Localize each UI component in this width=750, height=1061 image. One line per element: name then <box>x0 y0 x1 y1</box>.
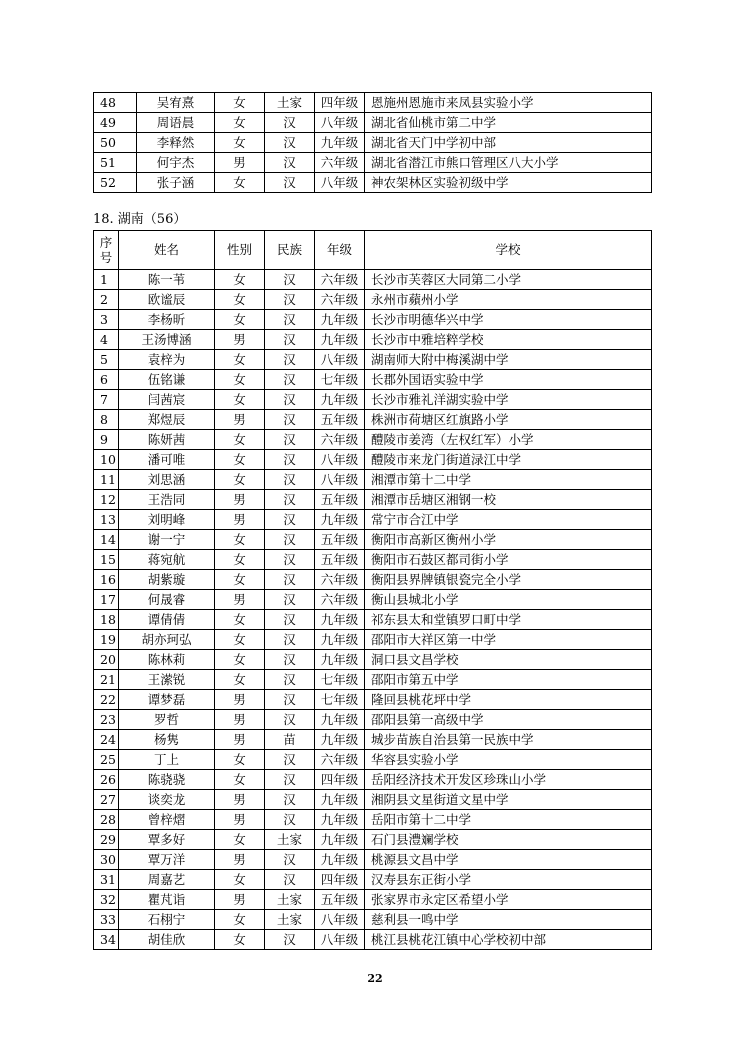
table-row <box>94 93 652 113</box>
cell-name: 伍铭谦 <box>119 370 215 390</box>
cell-name: 陈骁骁 <box>119 770 215 790</box>
cell-name: 石栩宁 <box>119 910 215 930</box>
cell-school: 桃源县文昌中学 <box>365 850 652 870</box>
cell-gender: 女 <box>215 750 265 770</box>
cell-gender: 女 <box>215 113 265 133</box>
page-number: 22 <box>367 972 383 985</box>
cell-gender: 男 <box>215 890 265 910</box>
cell-number: 23 <box>94 710 119 730</box>
cell-number: 30 <box>94 850 119 870</box>
cell-gender: 女 <box>215 530 265 550</box>
cell-ethnicity: 汉 <box>265 550 315 570</box>
table-row <box>94 450 652 470</box>
cell-name: 张子涵 <box>137 173 215 193</box>
cell-school: 醴陵市来龙门街道渌江中学 <box>365 450 652 470</box>
cell-number: 27 <box>94 790 119 810</box>
table-row <box>94 490 652 510</box>
cell-name: 潘可唯 <box>119 450 215 470</box>
cell-name: 周嘉艺 <box>119 870 215 890</box>
cell-school: 醴陵市姜湾（左权红军）小学 <box>365 430 652 450</box>
cell-ethnicity: 汉 <box>265 710 315 730</box>
cell-name: 陈林莉 <box>119 650 215 670</box>
cell-school: 长沙市中雅培粹学校 <box>365 330 652 350</box>
cell-name: 胡亦珂弘 <box>119 630 215 650</box>
header-school: 学校 <box>365 231 652 270</box>
cell-ethnicity: 汉 <box>265 430 315 450</box>
cell-gender: 女 <box>215 290 265 310</box>
cell-name: 郑煜辰 <box>119 410 215 430</box>
hunan-table-body <box>94 270 652 950</box>
cell-gender: 女 <box>215 870 265 890</box>
cell-ethnicity: 汉 <box>265 810 315 830</box>
cell-school: 城步苗族自治县第一民族中学 <box>365 730 652 750</box>
table-row <box>94 650 652 670</box>
table-row <box>94 730 652 750</box>
cell-number: 2 <box>94 290 119 310</box>
cell-grade: 九年级 <box>315 610 365 630</box>
table-row <box>94 870 652 890</box>
cell-name: 覃多好 <box>119 830 215 850</box>
header-seq <box>94 231 119 270</box>
cell-gender: 女 <box>215 310 265 330</box>
cell-number: 3 <box>94 310 119 330</box>
cell-school: 隆回县桃花坪中学 <box>365 690 652 710</box>
cell-gender: 女 <box>215 650 265 670</box>
header-name: 姓名 <box>119 231 215 270</box>
cell-grade: 八年级 <box>315 113 365 133</box>
cell-gender: 女 <box>215 350 265 370</box>
cell-ethnicity: 汉 <box>265 750 315 770</box>
cell-number: 28 <box>94 810 119 830</box>
cell-gender: 男 <box>215 730 265 750</box>
cell-school: 岳阳市第十二中学 <box>365 810 652 830</box>
table-row <box>94 630 652 650</box>
cell-name: 胡紫璇 <box>119 570 215 590</box>
cell-ethnicity: 汉 <box>265 670 315 690</box>
cell-name: 王浩同 <box>119 490 215 510</box>
cell-name: 王汤博涵 <box>119 330 215 350</box>
cell-school: 邵阳市大祥区第一中学 <box>365 630 652 650</box>
cell-school: 衡阳县界牌镇银瓷完全小学 <box>365 570 652 590</box>
table-row <box>94 350 652 370</box>
cell-grade: 八年级 <box>315 910 365 930</box>
cell-grade: 六年级 <box>315 270 365 290</box>
cell-school: 湖北省天门中学初中部 <box>365 133 652 153</box>
cell-grade: 九年级 <box>315 133 365 153</box>
cell-ethnicity: 汉 <box>265 370 315 390</box>
cell-number: 49 <box>94 113 137 133</box>
cell-name: 曾梓熠 <box>119 810 215 830</box>
cell-ethnicity: 汉 <box>265 630 315 650</box>
table-row <box>94 410 652 430</box>
cell-number: 13 <box>94 510 119 530</box>
cell-number: 10 <box>94 450 119 470</box>
cell-grade: 九年级 <box>315 390 365 410</box>
header-ethnicity: 民族 <box>265 231 315 270</box>
cell-grade: 六年级 <box>315 430 365 450</box>
cell-school: 湘潭市第十二中学 <box>365 470 652 490</box>
table-row <box>94 610 652 630</box>
table-row <box>94 270 652 290</box>
cell-number: 11 <box>94 470 119 490</box>
cell-ethnicity: 苗 <box>265 730 315 750</box>
cell-grade: 六年级 <box>315 290 365 310</box>
cell-school: 湖北省仙桃市第二中学 <box>365 113 652 133</box>
cell-ethnicity: 汉 <box>265 610 315 630</box>
cell-number: 4 <box>94 330 119 350</box>
table-row <box>94 530 652 550</box>
cell-gender: 女 <box>215 430 265 450</box>
cell-ethnicity: 汉 <box>265 490 315 510</box>
continued-table-body <box>94 93 652 193</box>
cell-number: 5 <box>94 350 119 370</box>
cell-school: 慈利县一鸣中学 <box>365 910 652 930</box>
cell-number: 12 <box>94 490 119 510</box>
cell-gender: 女 <box>215 370 265 390</box>
cell-name: 谈奕龙 <box>119 790 215 810</box>
cell-grade: 五年级 <box>315 530 365 550</box>
cell-school: 衡阳市石鼓区都司街小学 <box>365 550 652 570</box>
cell-name: 周语晨 <box>137 113 215 133</box>
cell-gender: 女 <box>215 470 265 490</box>
cell-number: 16 <box>94 570 119 590</box>
cell-number: 22 <box>94 690 119 710</box>
cell-gender: 女 <box>215 670 265 690</box>
cell-number: 29 <box>94 830 119 850</box>
cell-school: 神农架林区实验初级中学 <box>365 173 652 193</box>
cell-name: 刘思涵 <box>119 470 215 490</box>
cell-grade: 八年级 <box>315 470 365 490</box>
cell-name: 欧谧辰 <box>119 290 215 310</box>
cell-grade: 六年级 <box>315 570 365 590</box>
cell-ethnicity: 汉 <box>265 770 315 790</box>
continued-student-table <box>93 92 652 193</box>
cell-grade: 九年级 <box>315 650 365 670</box>
cell-gender: 男 <box>215 850 265 870</box>
cell-school: 邵阳县第一高级中学 <box>365 710 652 730</box>
cell-name: 吴宥熹 <box>137 93 215 113</box>
table-header <box>94 231 652 270</box>
cell-ethnicity: 汉 <box>265 133 315 153</box>
cell-school: 华容县实验小学 <box>365 750 652 770</box>
cell-school: 常宁市合江中学 <box>365 510 652 530</box>
cell-name: 蒋宛航 <box>119 550 215 570</box>
cell-grade: 五年级 <box>315 890 365 910</box>
cell-name: 杨隽 <box>119 730 215 750</box>
cell-number: 21 <box>94 670 119 690</box>
cell-grade: 六年级 <box>315 153 365 173</box>
header-seq-line1: 序 <box>99 235 113 250</box>
cell-number: 26 <box>94 770 119 790</box>
cell-grade: 六年级 <box>315 590 365 610</box>
cell-name: 闫茜宸 <box>119 390 215 410</box>
table-row <box>94 830 652 850</box>
cell-grade: 七年级 <box>315 670 365 690</box>
cell-school: 洞口县文昌学校 <box>365 650 652 670</box>
cell-ethnicity: 汉 <box>265 590 315 610</box>
cell-school: 汉寿县东正街小学 <box>365 870 652 890</box>
cell-grade: 九年级 <box>315 790 365 810</box>
cell-grade: 四年级 <box>315 770 365 790</box>
cell-grade: 七年级 <box>315 690 365 710</box>
cell-grade: 六年级 <box>315 750 365 770</box>
cell-school: 湘潭市岳塘区湘钢一校 <box>365 490 652 510</box>
cell-grade: 九年级 <box>315 510 365 530</box>
cell-gender: 男 <box>215 153 265 173</box>
cell-ethnicity: 汉 <box>265 690 315 710</box>
cell-ethnicity: 汉 <box>265 330 315 350</box>
table-row <box>94 310 652 330</box>
cell-ethnicity: 汉 <box>265 390 315 410</box>
cell-school: 岳阳经济技术开发区珍珠山小学 <box>365 770 652 790</box>
cell-number: 31 <box>94 870 119 890</box>
table-row <box>94 510 652 530</box>
table-row <box>94 810 652 830</box>
cell-name: 瞿芃诣 <box>119 890 215 910</box>
cell-gender: 女 <box>215 610 265 630</box>
cell-school: 石门县澧斓学校 <box>365 830 652 850</box>
section-title: 18. 湖南（56） <box>93 212 187 227</box>
cell-gender: 男 <box>215 510 265 530</box>
table-row <box>94 770 652 790</box>
cell-ethnicity: 土家 <box>265 93 315 113</box>
cell-name: 覃万洋 <box>119 850 215 870</box>
cell-ethnicity: 土家 <box>265 830 315 850</box>
cell-school: 恩施州恩施市来凤县实验小学 <box>365 93 652 113</box>
cell-ethnicity: 土家 <box>265 910 315 930</box>
cell-ethnicity: 汉 <box>265 153 315 173</box>
cell-gender: 男 <box>215 490 265 510</box>
cell-school: 长沙市雅礼洋湖实验中学 <box>365 390 652 410</box>
cell-name: 李杨昕 <box>119 310 215 330</box>
cell-name: 何晟睿 <box>119 590 215 610</box>
cell-number: 20 <box>94 650 119 670</box>
cell-gender: 女 <box>215 830 265 850</box>
cell-ethnicity: 汉 <box>265 410 315 430</box>
cell-ethnicity: 汉 <box>265 650 315 670</box>
cell-number: 50 <box>94 133 137 153</box>
cell-number: 8 <box>94 410 119 430</box>
cell-school: 长郡外国语实验中学 <box>365 370 652 390</box>
cell-name: 王潆锐 <box>119 670 215 690</box>
cell-ethnicity: 汉 <box>265 870 315 890</box>
cell-school: 长沙市明德华兴中学 <box>365 310 652 330</box>
cell-ethnicity: 汉 <box>265 510 315 530</box>
cell-school: 邵阳市第五中学 <box>365 670 652 690</box>
cell-grade: 九年级 <box>315 850 365 870</box>
cell-gender: 女 <box>215 390 265 410</box>
cell-number: 24 <box>94 730 119 750</box>
table-row <box>94 710 652 730</box>
cell-gender: 女 <box>215 93 265 113</box>
cell-gender: 女 <box>215 133 265 153</box>
table-row <box>94 930 652 950</box>
table-row <box>94 153 652 173</box>
cell-ethnicity: 汉 <box>265 470 315 490</box>
cell-number: 17 <box>94 590 119 610</box>
cell-gender: 女 <box>215 173 265 193</box>
table-row <box>94 133 652 153</box>
cell-number: 25 <box>94 750 119 770</box>
cell-number: 1 <box>94 270 119 290</box>
cell-number: 33 <box>94 910 119 930</box>
cell-school: 湖北省潜江市熊口管理区八大小学 <box>365 153 652 173</box>
cell-gender: 女 <box>215 930 265 950</box>
cell-gender: 女 <box>215 770 265 790</box>
cell-name: 丁上 <box>119 750 215 770</box>
cell-grade: 九年级 <box>315 330 365 350</box>
cell-name: 陈一苇 <box>119 270 215 290</box>
cell-ethnicity: 汉 <box>265 310 315 330</box>
cell-number: 15 <box>94 550 119 570</box>
cell-name: 袁梓为 <box>119 350 215 370</box>
cell-school: 长沙市芙蓉区大同第二小学 <box>365 270 652 290</box>
table-row <box>94 330 652 350</box>
cell-ethnicity: 汉 <box>265 850 315 870</box>
cell-grade: 九年级 <box>315 830 365 850</box>
cell-gender: 男 <box>215 690 265 710</box>
table-row <box>94 390 652 410</box>
cell-grade: 八年级 <box>315 450 365 470</box>
header-gender: 性别 <box>215 231 265 270</box>
table-row <box>94 173 652 193</box>
cell-gender: 女 <box>215 910 265 930</box>
cell-school: 湖南师大附中梅溪湖中学 <box>365 350 652 370</box>
table-row <box>94 370 652 390</box>
cell-grade: 九年级 <box>315 730 365 750</box>
cell-school: 桃江县桃花江镇中心学校初中部 <box>365 930 652 950</box>
cell-grade: 九年级 <box>315 710 365 730</box>
cell-gender: 女 <box>215 550 265 570</box>
cell-grade: 八年级 <box>315 350 365 370</box>
cell-school: 永州市蘋州小学 <box>365 290 652 310</box>
cell-gender: 女 <box>215 570 265 590</box>
cell-ethnicity: 汉 <box>265 450 315 470</box>
cell-grade: 四年级 <box>315 93 365 113</box>
cell-grade: 五年级 <box>315 490 365 510</box>
cell-gender: 女 <box>215 630 265 650</box>
cell-gender: 男 <box>215 410 265 430</box>
table-row <box>94 910 652 930</box>
cell-ethnicity: 汉 <box>265 570 315 590</box>
table-row <box>94 750 652 770</box>
cell-name: 李释然 <box>137 133 215 153</box>
header-grade: 年级 <box>315 231 365 270</box>
cell-grade: 九年级 <box>315 810 365 830</box>
cell-name: 谢一宁 <box>119 530 215 550</box>
cell-ethnicity: 汉 <box>265 930 315 950</box>
cell-gender: 男 <box>215 590 265 610</box>
table-row <box>94 470 652 490</box>
header-row <box>94 231 652 270</box>
cell-name: 谭倩倩 <box>119 610 215 630</box>
cell-name: 罗哲 <box>119 710 215 730</box>
cell-number: 6 <box>94 370 119 390</box>
table-row <box>94 590 652 610</box>
cell-school: 湘阴县文星街道文星中学 <box>365 790 652 810</box>
cell-name: 谭梦磊 <box>119 690 215 710</box>
table-row <box>94 670 652 690</box>
cell-ethnicity: 土家 <box>265 890 315 910</box>
cell-gender: 男 <box>215 710 265 730</box>
cell-grade: 四年级 <box>315 870 365 890</box>
cell-ethnicity: 汉 <box>265 790 315 810</box>
cell-name: 陈妍茜 <box>119 430 215 450</box>
cell-number: 7 <box>94 390 119 410</box>
cell-school: 衡阳市高新区衡州小学 <box>365 530 652 550</box>
cell-school: 株洲市荷塘区红旗路小学 <box>365 410 652 430</box>
header-seq-line2: 号 <box>99 250 113 265</box>
table-row <box>94 690 652 710</box>
cell-grade: 九年级 <box>315 630 365 650</box>
table-row <box>94 570 652 590</box>
cell-ethnicity: 汉 <box>265 530 315 550</box>
cell-school: 祁东县太和堂镇罗口町中学 <box>365 610 652 630</box>
cell-school: 衡山县城北小学 <box>365 590 652 610</box>
cell-grade: 八年级 <box>315 173 365 193</box>
cell-number: 19 <box>94 630 119 650</box>
cell-name: 何宇杰 <box>137 153 215 173</box>
cell-number: 14 <box>94 530 119 550</box>
cell-gender: 男 <box>215 790 265 810</box>
table-row <box>94 113 652 133</box>
cell-number: 32 <box>94 890 119 910</box>
cell-number: 18 <box>94 610 119 630</box>
table-row <box>94 550 652 570</box>
cell-ethnicity: 汉 <box>265 270 315 290</box>
cell-ethnicity: 汉 <box>265 350 315 370</box>
cell-ethnicity: 汉 <box>265 113 315 133</box>
table-row <box>94 290 652 310</box>
cell-number: 51 <box>94 153 137 173</box>
cell-gender: 女 <box>215 450 265 470</box>
table-row <box>94 430 652 450</box>
table-row <box>94 790 652 810</box>
cell-grade: 九年级 <box>315 310 365 330</box>
cell-grade: 五年级 <box>315 410 365 430</box>
cell-gender: 男 <box>215 330 265 350</box>
hunan-student-table <box>93 230 652 950</box>
cell-ethnicity: 汉 <box>265 173 315 193</box>
cell-number: 34 <box>94 930 119 950</box>
cell-name: 胡佳欣 <box>119 930 215 950</box>
cell-grade: 七年级 <box>315 370 365 390</box>
cell-number: 9 <box>94 430 119 450</box>
cell-number: 48 <box>94 93 137 113</box>
table-row <box>94 850 652 870</box>
cell-gender: 女 <box>215 270 265 290</box>
table-row <box>94 890 652 910</box>
cell-name: 刘明峰 <box>119 510 215 530</box>
cell-ethnicity: 汉 <box>265 290 315 310</box>
cell-grade: 五年级 <box>315 550 365 570</box>
cell-gender: 男 <box>215 810 265 830</box>
cell-number: 52 <box>94 173 137 193</box>
cell-school: 张家界市永定区希望小学 <box>365 890 652 910</box>
cell-grade: 八年级 <box>315 930 365 950</box>
